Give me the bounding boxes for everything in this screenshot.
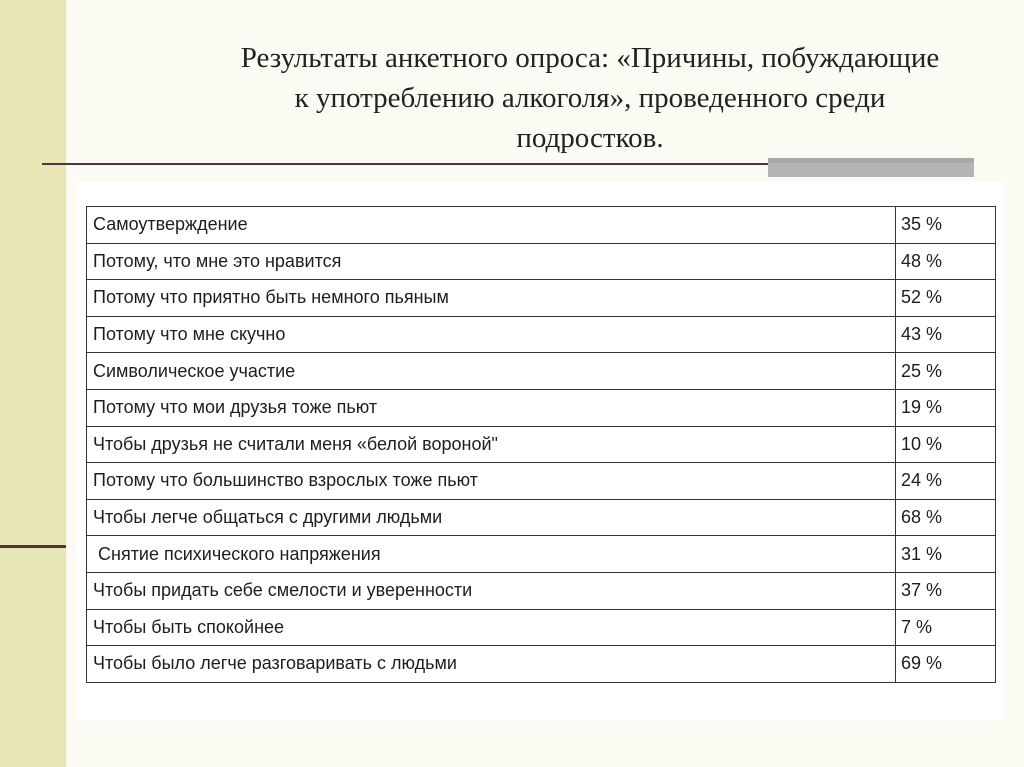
reason-cell: Чтобы было легче разговаривать с людьми: [87, 646, 896, 683]
side-band: [0, 0, 66, 767]
percent-cell: 25 %: [896, 353, 996, 390]
table-row: [87, 463, 996, 500]
table-row: [87, 499, 996, 536]
percent-cell: 43 %: [896, 316, 996, 353]
reason-cell: Самоутверждение: [87, 207, 896, 244]
reason-cell: Потому что мои друзья тоже пьют: [87, 389, 896, 426]
reason-cell: Потому что большинство взрослых тоже пьют: [87, 463, 896, 500]
table-row: [87, 280, 996, 317]
side-rule: [0, 545, 66, 548]
table-row: [87, 207, 996, 244]
reason-cell: Чтобы друзья не считали меня «белой вороной": [87, 426, 896, 463]
reason-cell: Потому что приятно быть немного пьяным: [87, 280, 896, 317]
reason-cell: Потому, что мне это нравится: [87, 243, 896, 280]
table-row: [87, 646, 996, 683]
page-title: [150, 38, 1024, 158]
percent-cell: 24 %: [896, 463, 996, 500]
percent-cell: 68 %: [896, 499, 996, 536]
percent-cell: 10 %: [896, 426, 996, 463]
reason-cell: Потому что мне скучно: [87, 316, 896, 353]
table-row: [87, 316, 996, 353]
table-row: [87, 353, 996, 390]
reason-cell: Символическое участие: [87, 353, 896, 390]
percent-cell: 52 %: [896, 280, 996, 317]
reason-cell: Чтобы быть спокойнее: [87, 609, 896, 646]
percent-cell: 19 %: [896, 389, 996, 426]
table-row: [87, 389, 996, 426]
reason-cell: Чтобы легче общаться с другими людьми: [87, 499, 896, 536]
table-row: [87, 426, 996, 463]
percent-cell: 7 %: [896, 609, 996, 646]
percent-cell: 35 %: [896, 207, 996, 244]
title-accent-bar: [768, 158, 974, 177]
percent-cell: 48 %: [896, 243, 996, 280]
percent-cell: 37 %: [896, 572, 996, 609]
title-line-3: подростков.: [516, 122, 664, 154]
table-row: [87, 536, 996, 573]
table-row: [87, 572, 996, 609]
title-line-1: Результаты анкетного опроса: «Причины, побуждающие: [240, 42, 940, 74]
table-row: [87, 609, 996, 646]
reason-cell: Снятие психического напряжения: [87, 536, 896, 573]
title-line-2: к употреблению алкоголя», проведенного среди: [294, 82, 886, 114]
reason-cell: Чтобы придать себе смелости и уверенности: [87, 572, 896, 609]
percent-cell: 69 %: [896, 646, 996, 683]
percent-cell: 31 %: [896, 536, 996, 573]
survey-table: [86, 206, 996, 683]
table-panel: [76, 182, 1004, 720]
table-row: [87, 243, 996, 280]
